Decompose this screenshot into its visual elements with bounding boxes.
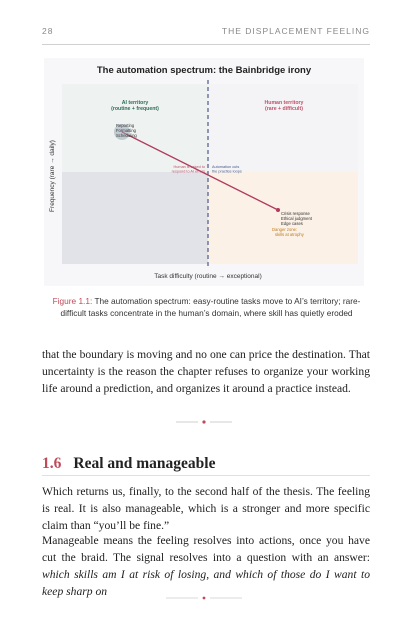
figure-label: Figure 1.1:: [52, 296, 93, 306]
footer-divider: [166, 594, 242, 602]
midline-right-note-2: the practice loops: [212, 169, 242, 174]
section-number: 1.6: [42, 455, 62, 472]
automation-spectrum-chart: [44, 58, 364, 286]
ai-quadrant-title: AI territory: [121, 100, 149, 106]
figure-title: The automation spectrum: the Bainbridge irony: [96, 65, 312, 76]
paragraph-2: Which returns us, finally, to the second half of the thesis. The feeling is real. It is also manageable, which is a stronger and more specific claim than “you’ll be fine.”: [42, 485, 370, 532]
paragraph-3-italic: which skills am I at risk of losing, and which of those do I want to keep sharp on: [42, 568, 370, 598]
midline-left-note-2: respond to AI errors: [171, 169, 205, 174]
caption-text: The automation spectrum: easy-routine tasks move to AI’s territory; rare-difficult tasks concentrate in the human’s domain, where skill has quietly eroded: [60, 296, 361, 318]
midline-right-note-1: Automation cuts: [212, 165, 240, 169]
human-quadrant-subtitle: (rare + difficult): [265, 106, 303, 112]
ai-quadrant-subtitle: (routine + frequent): [111, 106, 159, 112]
ai-task-formatting: Formatting: [116, 128, 137, 133]
human-task-edge: Edge cases: [281, 221, 303, 226]
section-rule: [42, 475, 370, 476]
midline-left-note-1: Human is asked to: [173, 165, 205, 169]
human-task-marker: [276, 208, 280, 212]
y-axis-label: Frequency (rare → daily): [49, 140, 56, 212]
figure: [44, 58, 364, 286]
x-axis-label: Task difficulty (routine → exceptional): [154, 273, 262, 280]
danger-zone-sublabel: skills at atrophy: [275, 232, 304, 237]
page-number: 28: [42, 26, 54, 36]
human-quadrant-title: Human territory: [264, 100, 304, 106]
section-title: Real and manageable: [73, 455, 216, 472]
human-task-crisis: Crisis response: [281, 211, 310, 216]
section-heading: [42, 455, 370, 473]
danger-zone-label: Danger zone:: [272, 227, 298, 232]
section-divider: [176, 418, 232, 426]
paragraph-3: [42, 532, 370, 600]
paragraph-3-text: Manageable means the feeling resolves into actions, once you have cut the braid. The signal resolves into a question with an answer:: [42, 534, 370, 564]
paragraph-1: that the boundary is moving and no one can price the destination. That uncertainty is the reason the chapter refuses to organize your working life around a prediction, and organizes it around a practice instead.: [42, 348, 370, 395]
figure-caption: [44, 295, 369, 319]
upper-right-quadrant: [208, 84, 358, 172]
header-rule: [42, 44, 370, 45]
human-task-ethical: Ethical judgment: [281, 216, 312, 221]
ai-task-reporting: Reporting: [116, 123, 135, 128]
running-header: [42, 26, 370, 42]
running-title: THE DISPLACEMENT FEELING: [221, 26, 370, 36]
ai-task-scheduling: Scheduling: [116, 133, 137, 138]
